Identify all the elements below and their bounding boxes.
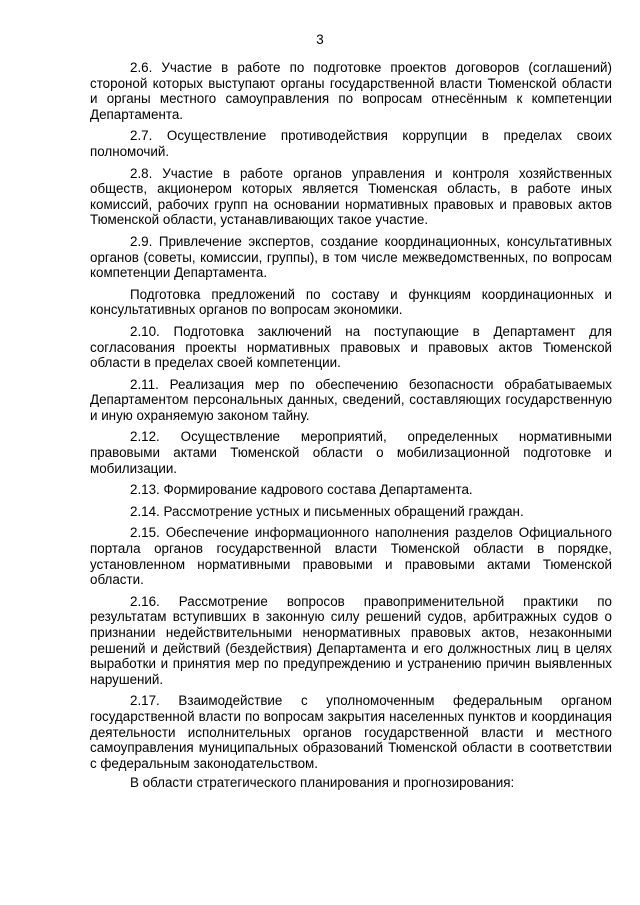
paragraph-2-16: 2.16. Рассмотрение вопросов правоприменительной практики по результатам вступивших в законную силу решений судов, арбитражных судов о признании недействительными ненормативных правовых актов, незаконными решений и действий (бездействия) Департамента и его должностных лиц в целях выработки и принятия мер по предупреждению и устранению причин выявленных нарушений. xyxy=(90,593,612,687)
paragraph-2-15: 2.15. Обеспечение информационного наполнения разделов Официального портала органов государственной власти Тюменской области в порядке, установленном нормативными правовыми и правовыми актами Тюменской области. xyxy=(90,525,612,588)
paragraph-2-7: 2.7. Осуществление противодействия коррупции в пределах своих полномочий. xyxy=(90,128,612,159)
paragraph-2-14: 2.14. Рассмотрение устных и письменных обращений граждан. xyxy=(130,503,524,519)
paragraph-2-11: 2.11. Реализация мер по обеспечению безопасности обрабатываемых Департаментом персональных данных, сведений, составляющих государственную и иную охраняемую законом тайну. xyxy=(90,376,612,423)
paragraph-2-12: 2.12. Осуществление мероприятий, определенных нормативными правовыми актами Тюменской области о мобилизационной подготовке и мобилизации. xyxy=(90,429,612,476)
paragraph-2-6: 2.6. Участие в работе по подготовке проектов договоров (соглашений) стороной которых выступают органы государственной власти Тюменской области и органы местного самоуправления по вопросам отнесённым к компетенции Департамента. xyxy=(90,60,612,122)
paragraph-2-8: 2.8. Участие в работе органов управления и контроля хозяйственных обществ, акционером которых является Тюменская область, в работе иных комиссий, рабочих групп на основании нормативных правовых и правовых актов Тюменской области, устанавливающих такое участие. xyxy=(90,165,612,228)
paragraph-2-17: 2.17. Взаимодействие с уполномоченным федеральным органом государственной власти по вопросам закрытия населенных пунктов и координация деятельности исполнительных органов государственной власти и местного самоуправления муниципальных образований Тюменской области в соответствии с федеральным законодательством. xyxy=(90,693,612,771)
page-number: 3 xyxy=(316,32,324,47)
paragraph-2-13: 2.13. Формирование кадрового состава Департамента. xyxy=(130,482,473,498)
paragraph-2-10: 2.10. Подготовка заключений на поступающие в Департамент для согласования проекты нормативных правовых и правовых актов Тюменской области в пределах своей компетенции. xyxy=(90,323,612,371)
paragraph-2-9-continuation: Подготовка предложений по составу и функциям координационных и консультативных органов по вопросам экономики. xyxy=(90,286,612,318)
section-heading-strategic-planning: В области стратегического планирования и прогнозирования: xyxy=(130,775,515,791)
paragraph-2-9: 2.9. Привлечение экспертов, создание координационных, консультативных органов (советы, комиссии, группы), в том числе межведомственных, по вопросам компетенции Департамента. xyxy=(90,233,612,281)
document-body xyxy=(90,60,612,797)
